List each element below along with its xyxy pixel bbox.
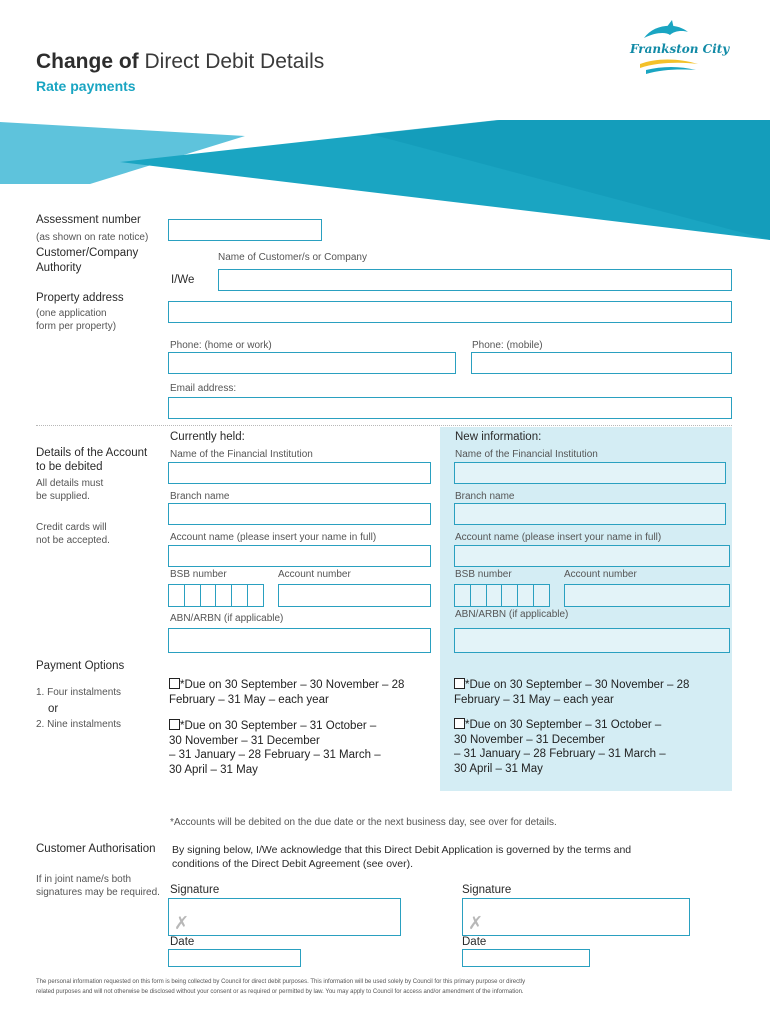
current-nine-line1: *Due on 30 September – 31 October –	[180, 720, 377, 732]
new-nine-line3: – 31 January – 28 February – 31 March –	[454, 748, 666, 760]
new-four-line2: February – 31 May – each year	[454, 693, 614, 706]
new-fi-label: Name of the Financial Institution	[455, 449, 598, 460]
date-input-2[interactable]	[462, 949, 590, 967]
customer-name-caption: Name of Customer/s or Company	[218, 252, 367, 263]
current-accnum-input[interactable]	[278, 584, 431, 607]
current-fi-label: Name of the Financial Institution	[170, 449, 313, 460]
new-abn-label: ABN/ARBN (if applicable)	[455, 609, 569, 620]
new-accname-input[interactable]	[454, 545, 730, 567]
current-bsb-input[interactable]	[168, 584, 264, 607]
current-accname-label: Account name (please insert your name in full)	[170, 532, 377, 543]
date-input-1[interactable]	[168, 949, 301, 967]
signature-label-1: Signature	[170, 884, 220, 896]
payment-opt1-label: 1. Four instalments	[36, 687, 122, 698]
new-four-line1: *Due on 30 September – 30 November – 28	[465, 679, 690, 691]
payment-opt2-label: 2. Nine instalments	[36, 719, 122, 730]
new-four-checkbox[interactable]	[454, 678, 465, 689]
new-nine-checkbox[interactable]	[454, 718, 465, 729]
current-nine-option	[169, 719, 381, 777]
new-accnum-label: Account number	[564, 569, 637, 580]
customer-label-2: Authority	[36, 262, 82, 274]
current-nine-checkbox[interactable]	[169, 719, 180, 730]
account-label-1: Details of the Account	[36, 447, 148, 459]
account-hint-1: All details must	[36, 478, 104, 489]
new-fi-input[interactable]	[454, 462, 726, 484]
customer-label-1: Customer/Company	[36, 247, 139, 259]
page-title	[36, 50, 324, 74]
assessment-label: Assessment number	[36, 214, 141, 226]
logo-text: Frankston City	[630, 42, 730, 56]
new-four-option	[454, 678, 689, 707]
authorisation-text-2: conditions of the Direct Debit Agreement (see over).	[172, 858, 414, 870]
email-label: Email address:	[170, 383, 237, 394]
current-four-checkbox[interactable]	[169, 678, 180, 689]
signature-box-1[interactable]	[168, 898, 401, 936]
new-accname-label: Account name (please insert your name in full)	[455, 532, 662, 543]
new-bsb-input[interactable]	[454, 584, 550, 607]
account-hint-3: Credit cards will	[36, 522, 107, 533]
new-abn-input[interactable]	[454, 628, 730, 653]
current-four-line1: *Due on 30 September – 30 November – 28	[180, 679, 405, 691]
payment-or-label: or	[48, 703, 59, 715]
assessment-hint: (as shown on rate notice)	[36, 232, 149, 243]
payment-label: Payment Options	[36, 660, 125, 672]
current-nine-line2: 30 November – 31 December	[169, 734, 320, 747]
current-four-line2: February – 31 May – each year	[169, 693, 329, 706]
signature-x-icon: ✗	[468, 913, 484, 933]
email-input[interactable]	[168, 397, 732, 419]
current-abn-input[interactable]	[168, 628, 431, 653]
property-label: Property address	[36, 292, 124, 304]
current-branch-input[interactable]	[168, 503, 431, 525]
new-nine-option	[454, 718, 666, 776]
phone-home-input[interactable]	[168, 352, 456, 374]
current-nine-line3: – 31 January – 28 February – 31 March –	[169, 749, 381, 761]
current-nine-line4: 30 April – 31 May	[169, 763, 258, 776]
current-bsb-label: BSB number	[170, 569, 227, 580]
authorisation-label: Customer Authorisation	[36, 843, 156, 855]
phone-mobile-label: Phone: (mobile)	[472, 340, 543, 351]
phone-home-label: Phone: (home or work)	[170, 340, 272, 351]
current-heading: Currently held:	[170, 431, 245, 443]
property-hint-1: (one application	[36, 308, 107, 319]
frankston-city-logo	[626, 20, 730, 82]
property-hint-2: form per property)	[36, 321, 117, 332]
new-nine-line4: 30 April – 31 May	[454, 762, 543, 775]
current-branch-label: Branch name	[170, 491, 230, 502]
current-fi-input[interactable]	[168, 462, 431, 484]
current-four-option	[169, 678, 404, 707]
iwe-label: I/We	[171, 274, 195, 286]
new-nine-line2: 30 November – 31 December	[454, 733, 605, 746]
signature-x-icon: ✗	[174, 913, 190, 933]
new-branch-label: Branch name	[455, 491, 515, 502]
authorisation-text-1: By signing below, I/We acknowledge that this Direct Debit Application is governed by the terms and	[172, 844, 632, 856]
date-label-1: Date	[170, 936, 195, 948]
assessment-number-input[interactable]	[168, 219, 322, 241]
header-banner	[0, 120, 770, 245]
privacy-line-1: The personal information requested on this form is being collected by Council for direct debit purposes. This information will be used solely by Council for this primary purpose or directly	[36, 979, 526, 985]
account-hint-4: not be accepted.	[36, 535, 110, 546]
current-accname-input[interactable]	[168, 545, 431, 567]
payment-footnote: *Accounts will be debited on the due date or the next business day, see over for details.	[170, 817, 557, 828]
banner-graphic	[0, 120, 770, 245]
account-label-2: to be debited	[36, 461, 103, 473]
customer-name-input[interactable]	[218, 269, 732, 291]
new-accnum-input[interactable]	[564, 584, 730, 607]
section-divider	[36, 425, 732, 426]
authorisation-hint-1: If in joint name/s both	[36, 874, 132, 885]
page-subtitle: Rate payments	[36, 78, 136, 94]
title-bold: Change of	[36, 50, 139, 73]
new-bsb-label: BSB number	[455, 569, 512, 580]
new-heading: New information:	[455, 431, 542, 443]
signature-box-2[interactable]	[462, 898, 690, 936]
current-abn-label: ABN/ARBN (if applicable)	[170, 613, 284, 624]
authorisation-hint-2: signatures may be required.	[36, 887, 160, 898]
privacy-line-2: related purposes and will not otherwise be disclosed without your consent or as required or permitted by law. You may apply to Council for access and/or amendment of the information.	[36, 989, 524, 995]
signature-label-2: Signature	[462, 884, 512, 896]
date-label-2: Date	[462, 936, 487, 948]
new-branch-input[interactable]	[454, 503, 726, 525]
title-light: Direct Debit Details	[144, 50, 325, 73]
account-hint-2: be supplied.	[36, 491, 90, 502]
property-address-input[interactable]	[168, 301, 732, 323]
new-nine-line1: *Due on 30 September – 31 October –	[465, 719, 662, 731]
phone-mobile-input[interactable]	[471, 352, 732, 374]
current-accnum-label: Account number	[278, 569, 351, 580]
